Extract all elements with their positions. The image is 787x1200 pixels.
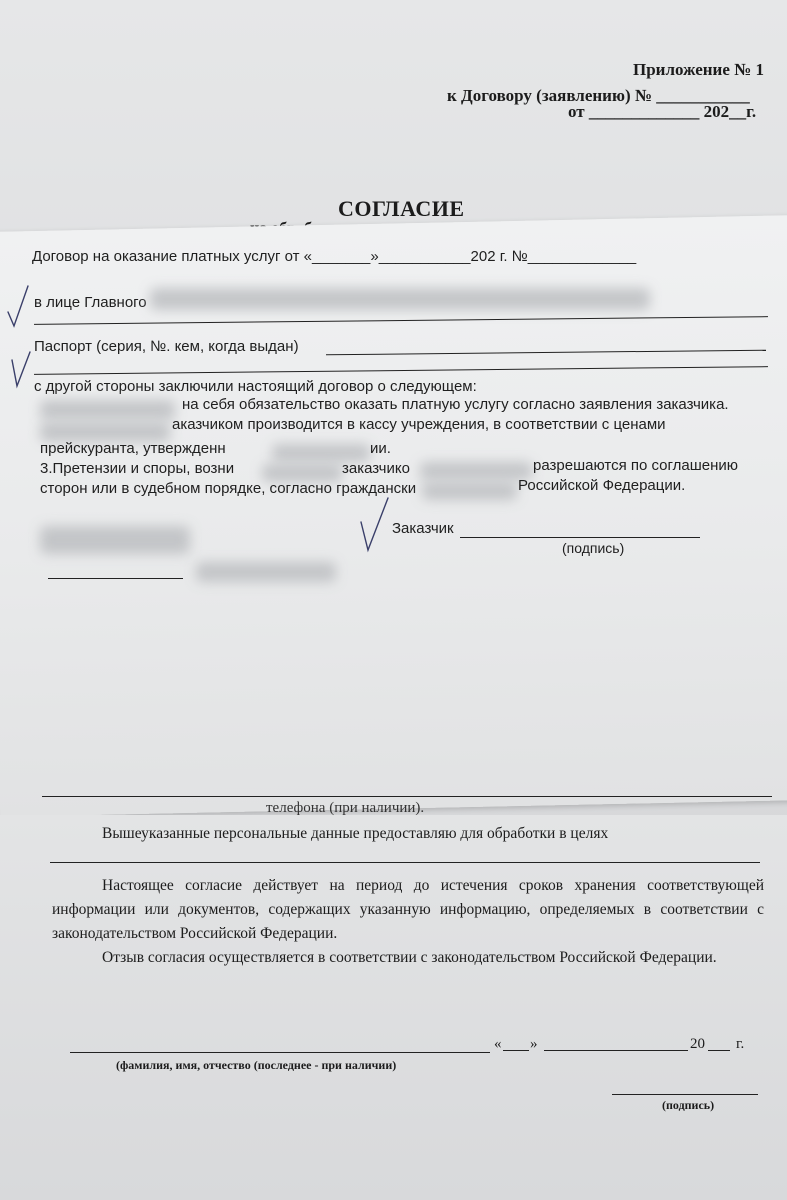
contract-item-3c: разрешаются по соглашению [533,457,739,474]
contract-item-3a: 3.Претензии и споры, возни [40,460,235,477]
date-year-line [708,1050,730,1051]
redacted-text [422,482,517,500]
customer-signature-caption: (подпись) [562,540,625,556]
contract-item-2a: аказчиком производится в кассу учреждения, в соответствии с ценами [172,416,666,433]
customer-label: Заказчик [392,520,454,537]
phone-caption: телефона (при наличии). [266,800,425,816]
other-party-text: с другой стороны заключили настоящий договор о следующем: [34,378,477,395]
passport-label: Паспорт (серия, №. кем, когда выдан) [34,338,299,355]
contract-item-2b: прейскуранта, утвержденн [40,440,226,457]
represented-by: в лице Главного [34,294,147,311]
appendix-date: от _____________ 202__г. [568,102,757,121]
redacted-executor-name [196,562,336,582]
fio-line [70,1052,490,1053]
contract-header: Договор на оказание платных услуг от «_______»___________202 г. №_____________ [32,248,637,265]
date-month-line [544,1050,688,1051]
contract-item-2c: ии. [370,440,391,457]
customer-signature-line [460,537,700,538]
rule [42,796,772,797]
signature-caption: (подпись) [662,1098,715,1112]
contract-item-1: на себя обязательство оказать платную услугу согласно заявления заказчика. [182,396,729,413]
checkmark-icon [358,494,392,554]
redacted-text [40,400,175,420]
contract-item-3b: заказчико [342,460,410,477]
contract-item-3e: Российской Федерации. [518,477,686,494]
purpose-text: Вышеуказанные персональные данные предоставляю для обработки в целях [102,825,609,842]
consent-sheet-lower [0,815,787,1200]
appendix-contract-ref: к Договору (заявлению) № ___________ [447,86,750,105]
date-day-line [503,1050,529,1051]
date-quote-open: « [494,1036,502,1052]
revocation-text: Отзыв согласия осуществляется в соответствии с законодательством Российской Федерации. [102,949,717,966]
checkmark-icon [10,346,34,392]
consent-title: СОГЛАСИЕ [338,196,465,221]
executor-signature-line [48,578,183,579]
fio-caption: (фамилия, имя, отчество (последнее - при наличии) [116,1058,397,1072]
redacted-text [40,422,170,442]
contract-item-3d: сторон или в судебном порядке, согласно граждански [40,480,417,497]
date-year-suffix: г. [736,1036,745,1052]
appendix-title: Приложение № 1 [633,60,764,79]
checkmark-icon [6,282,32,330]
validity-text: Настоящее согласие действует на период до истечения сроков хранения соответствующей информации или документов, содержащих указанную информацию, определяемых в соответствии с законодательством Российской Федерации. [52,877,764,942]
signature-line [612,1094,758,1095]
redacted-text [420,462,532,480]
date-year-prefix: 20 [690,1036,705,1052]
purpose-line [50,862,760,863]
redacted-signature-block [40,526,190,554]
redacted-organization [150,288,650,310]
date-quote-close: » [530,1036,538,1052]
